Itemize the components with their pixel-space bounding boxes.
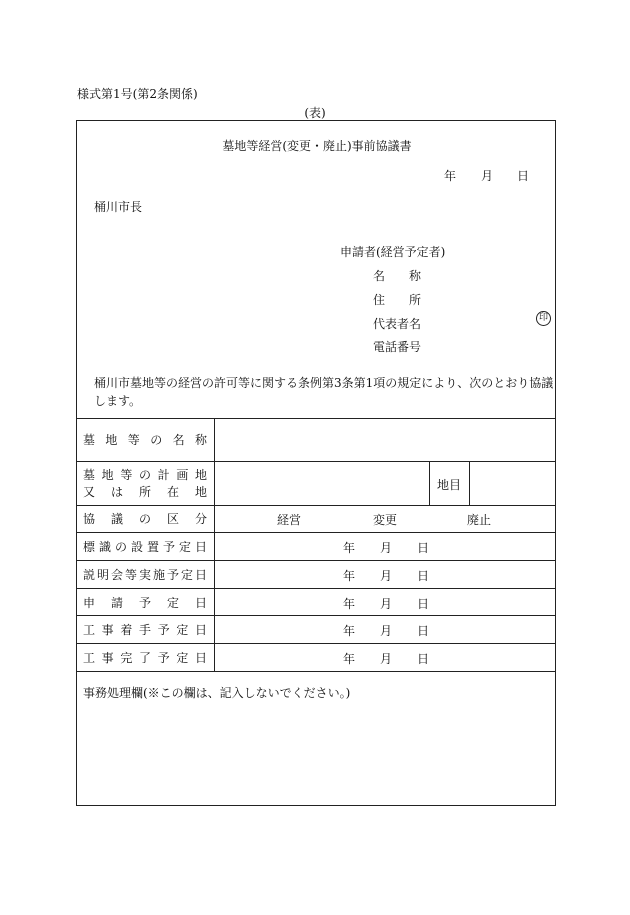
application-date-month: 月 bbox=[380, 597, 393, 611]
row-rule-5 bbox=[77, 588, 555, 589]
application-date-day: 日 bbox=[417, 597, 430, 611]
row-label-briefing-date: 説明会等実施予定日 bbox=[83, 568, 207, 582]
briefing-date-month: 月 bbox=[380, 569, 393, 583]
sign-date-month: 月 bbox=[380, 541, 393, 555]
row-rule-7 bbox=[77, 643, 555, 644]
construction-end-month: 月 bbox=[380, 652, 393, 666]
construction-end-year: 年 bbox=[343, 652, 356, 666]
office-use-note: 事務処理欄(※この欄は、記入しないでください。) bbox=[83, 686, 351, 700]
row-label-construction-end: 工事完了予定日 bbox=[83, 651, 207, 665]
applicant-address-label-1: 住 bbox=[373, 293, 386, 307]
sign-date-day: 日 bbox=[417, 541, 430, 555]
applicant-representative-label: 代表者名 bbox=[373, 317, 422, 331]
briefing-date-day: 日 bbox=[417, 569, 430, 583]
table-top-rule bbox=[77, 418, 555, 419]
option-abolition: 廃止 bbox=[467, 513, 492, 527]
option-management: 経営 bbox=[277, 513, 302, 527]
side-label: (表) bbox=[304, 106, 326, 120]
row-label-cemetery-name: 墓地等の名称 bbox=[83, 433, 207, 447]
addressee: 桶川市長 bbox=[94, 200, 143, 214]
row-label-plan-location-2: 又は所在地 bbox=[83, 485, 207, 499]
land-category-label: 地目 bbox=[436, 478, 461, 492]
row-rule-4 bbox=[77, 560, 555, 561]
statement-text: 桶川市墓地等の経営の許可等に関する条例第3条第1項の規定により、次のとおり協議します。 bbox=[94, 376, 554, 408]
row-label-plan-location-1: 墓地等の計画地 bbox=[83, 468, 207, 482]
briefing-date-year: 年 bbox=[343, 569, 356, 583]
applicant-name-label-2: 称 bbox=[409, 269, 422, 283]
construction-start-month: 月 bbox=[380, 624, 393, 638]
applicant-heading: 申請者(経営予定者) bbox=[340, 245, 446, 259]
application-date-year: 年 bbox=[343, 597, 356, 611]
seal-mark: 印 bbox=[536, 311, 551, 326]
row-rule-3 bbox=[77, 532, 555, 533]
applicant-name-label-1: 名 bbox=[373, 269, 386, 283]
applicant-address-label-2: 所 bbox=[409, 293, 422, 307]
row-label-application-date: 申請予定日 bbox=[83, 596, 207, 610]
row-label-sign-date: 標識の設置予定日 bbox=[83, 540, 207, 554]
row-label-construction-start: 工事着手予定日 bbox=[83, 623, 207, 637]
row-rule-2 bbox=[77, 505, 555, 506]
row-label-classification: 協議の区分 bbox=[83, 512, 207, 526]
row-rule-8 bbox=[77, 671, 555, 672]
land-category-right-rule bbox=[469, 461, 470, 505]
option-change: 変更 bbox=[373, 513, 398, 527]
sign-date-year: 年 bbox=[343, 541, 356, 555]
row-rule-1 bbox=[77, 461, 555, 462]
row-rule-6 bbox=[77, 615, 555, 616]
date-year-label: 年 bbox=[444, 169, 457, 183]
label-column-rule bbox=[214, 418, 215, 671]
construction-end-day: 日 bbox=[417, 652, 430, 666]
date-day-label: 日 bbox=[517, 169, 530, 183]
date-month-label: 月 bbox=[481, 169, 494, 183]
construction-start-year: 年 bbox=[343, 624, 356, 638]
form-frame bbox=[76, 120, 556, 806]
applicant-phone-label: 電話番号 bbox=[373, 340, 422, 354]
form-title: 墓地等経営(変更・廃止)事前協議書 bbox=[222, 139, 412, 153]
construction-start-day: 日 bbox=[417, 624, 430, 638]
form-number: 様式第1号(第2条関係) bbox=[77, 87, 198, 101]
